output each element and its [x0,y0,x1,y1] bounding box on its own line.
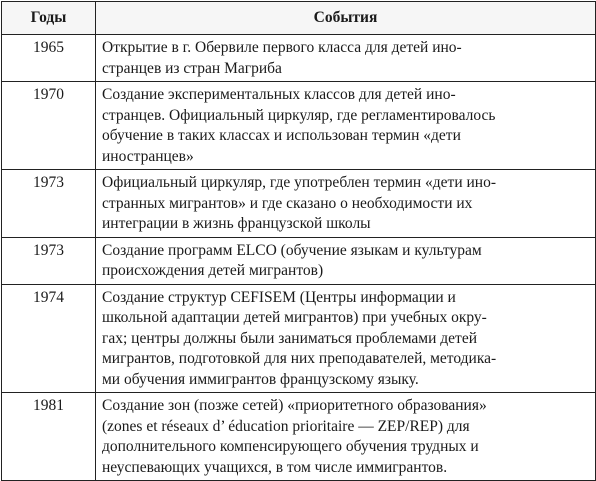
event-line: гах; центры должны были заниматься проблемами детей [102,329,477,347]
event-line: дополнительного компенсирующего обучения трудных и [102,438,479,455]
year-cell: 1970 [2,82,96,170]
event-line: интеграции в жизнь французской школы [102,215,371,232]
event-line: неуспевающих учащихся, в том числе иммигрантов. [102,458,448,476]
event-line: иностранцев» [102,147,194,165]
event-cell [96,393,596,481]
event-line: странных мигрантов» и где сказано о необходимости их [102,194,473,212]
table-row [2,393,596,481]
event-line: обучение в таких классах и использован термин «дети [102,127,461,144]
event-cell [96,170,596,238]
event-line: Официальный циркуляр, где употреблен термин «дети ино- [102,174,497,191]
header-events: События [96,2,596,35]
table-header-row [2,2,596,35]
event-line: Создание экспериментальных классов для детей ино- [102,86,456,103]
event-line: школьной адаптации детей мигрантов) при учебных окру- [102,309,487,326]
year-cell: 1973 [2,237,96,284]
year-cell: 1973 [2,170,96,238]
event-line: Открытие в г. Обервиле первого класса для детей ино- [102,39,462,56]
event-cell [96,35,596,82]
event-line: Создание программ ELCO (обучение языкам и культурам [102,241,482,259]
events-table [1,1,596,481]
event-line: ми обучения иммигрантов французскому языку. [102,370,419,388]
table-row [2,237,596,284]
event-line: странцев из стран Магриба [102,59,282,77]
header-years: Годы [2,2,96,35]
table-row [2,82,596,170]
table-row [2,284,596,393]
event-cell [96,284,596,393]
event-line: Создание структур CEFISEM (Центры информации и [102,288,456,306]
event-cell [96,82,596,170]
event-cell [96,237,596,284]
event-line: (zones et réseaux d’ éducation prioritaire — ZEP/REP) для [102,417,470,435]
year-cell: 1974 [2,284,96,393]
table-row [2,35,596,82]
event-line: Создание зон (позже сетей) «приоритетного образования» [102,397,487,414]
table-row [2,170,596,238]
year-cell: 1981 [2,393,96,481]
event-line: происхождения детей мигрантов) [102,262,324,279]
event-line: странцев. Официальный циркуляр, где регламентировалось [102,106,496,124]
event-line: мигрантов, подготовкой для них преподавателей, методика- [102,350,497,367]
year-cell: 1965 [2,35,96,82]
